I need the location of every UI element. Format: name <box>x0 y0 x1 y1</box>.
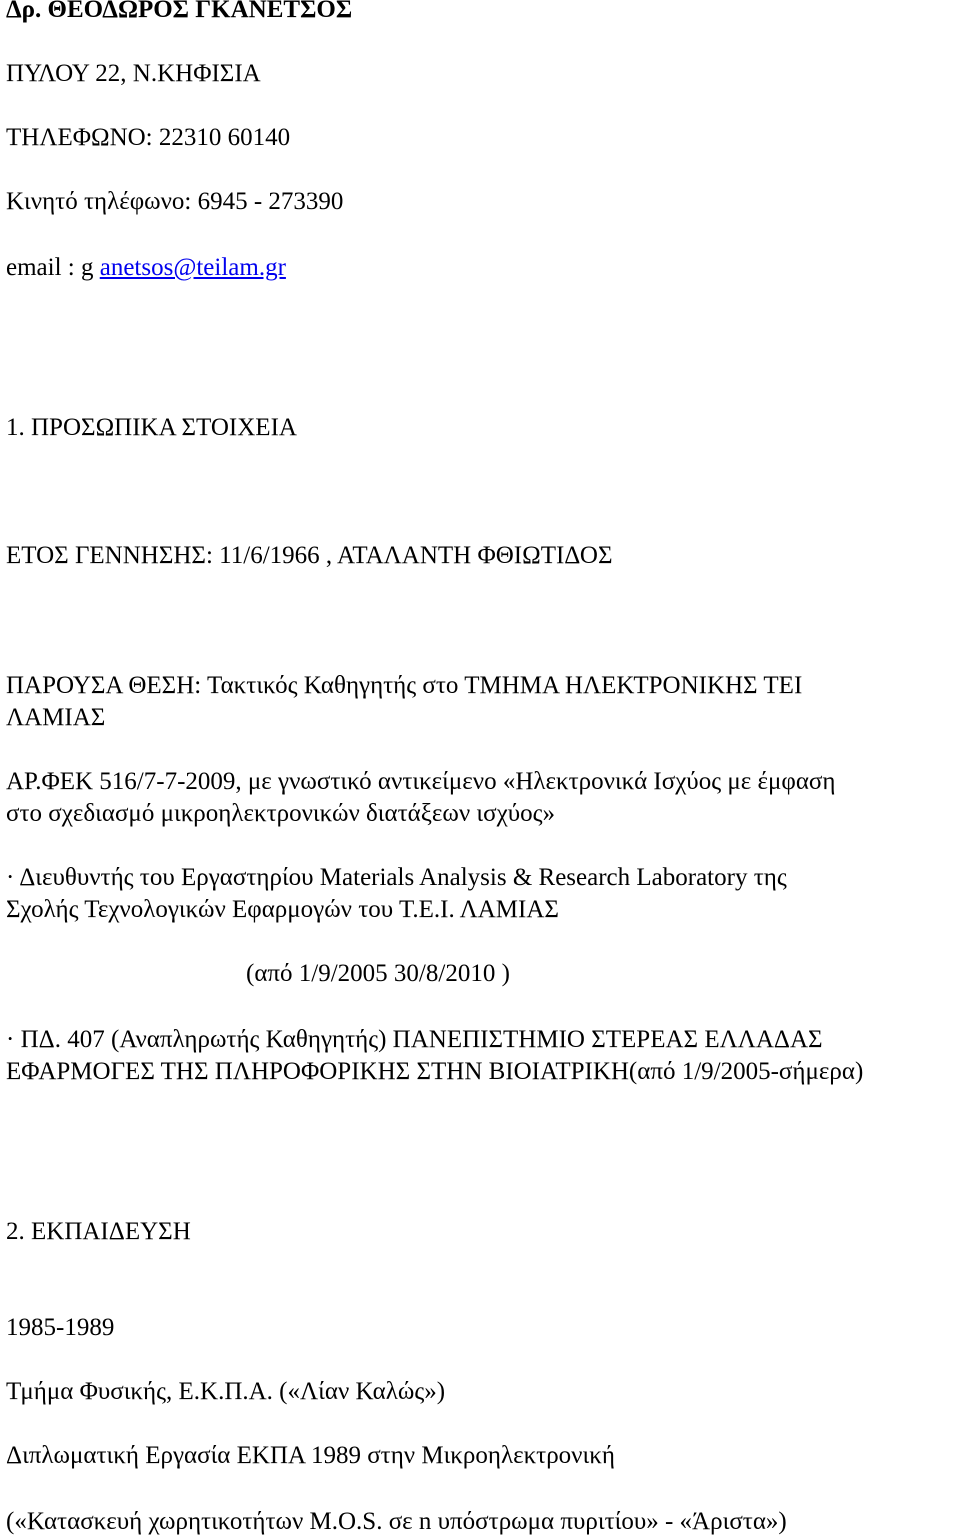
director-line-1: · Διευθυντής του Εργαστηρίου Materials Analysis & Research Laboratory της <box>6 864 787 891</box>
section-1-heading: 1. ΠΡΟΣΩΠΙΚΑ ΣΤΟΙΧΕΙΑ <box>6 414 297 441</box>
fek-line-2: στο σχεδιασμό μικροηλεκτρονικών διατάξεων ισχύος» <box>6 800 555 827</box>
position-line-2: ΛΑΜΙΑΣ <box>6 704 106 731</box>
mobile-line: Κινητό τηλέφωνο: 6945 - 273390 <box>6 188 344 215</box>
education-thesis-title: («Κατασκευή χωρητικοτήτων M.O.S. σε n υπόστρωμα πυριτίου» - «Άριστα») <box>6 1508 787 1535</box>
email-link[interactable]: anetsos@teilam.gr <box>99 254 286 281</box>
director-period: (από 1/9/2005 30/8/2010 ) <box>246 960 510 987</box>
fek-line-1: ΑΡ.ΦΕΚ 516/7-7-2009, με γνωστικό αντικείμενο «Ηλεκτρονικά Ισχύος με έμφαση <box>6 768 836 795</box>
director-line-2: Σχολής Τεχνολογικών Εφαρμογών του Τ.Ε.Ι. ΛΑΜΙΑΣ <box>6 896 559 923</box>
education-years: 1985-1989 <box>6 1314 115 1341</box>
author-name: Δρ. ΘΕΟΔΩΡΟΣ ΓΚΑΝΕΤΣΟΣ <box>6 0 353 23</box>
pd-line-1: · ΠΔ. 407 (Αναπληρωτής Καθηγητής) ΠΑΝΕΠΙΣΤΗΜΙΟ ΣΤΕΡΕΑΣ ΕΛΛΑΔΑΣ <box>6 1026 823 1053</box>
section-2-heading: 2. ΕΚΠΑΙΔΕΥΣΗ <box>6 1218 191 1245</box>
pd-line-2: ΕΦΑΡΜΟΓΕΣ ΤΗΣ ΠΛΗΡΟΦΟΡΙΚΗΣ ΣΤΗΝ ΒΙΟΙΑΤΡΙΚΗ(από 1/9/2005-σήμερα) <box>6 1058 864 1085</box>
education-thesis: Διπλωματική Εργασία ΕΚΠΑ 1989 στην Μικροηλεκτρονική <box>6 1442 615 1469</box>
address-line: ΠΥΛΟΥ 22, Ν.ΚΗΦΙΣΙΑ <box>6 60 261 87</box>
position-line-1: ΠΑΡΟΥΣΑ ΘΕΣΗ: Τακτικός Καθηγητής στο ΤΜΗΜΑ ΗΛΕΚΤΡΟΝΙΚΗΣ ΤΕΙ <box>6 672 803 699</box>
phone-line: ΤΗΛΕΦΩΝΟ: 22310 60140 <box>6 124 291 151</box>
education-degree: Τμήμα Φυσικής, Ε.Κ.Π.Α. («Λίαν Καλώς») <box>6 1378 446 1405</box>
birth-line: ΕΤΟΣ ΓΕΝΝΗΣΗΣ: 11/6/1966 , ΑΤΑΛΑΝΤΗ ΦΘΙΩΤΙΔΟΣ <box>6 542 613 569</box>
email-line <box>6 252 286 284</box>
email-label: email : g <box>6 254 100 281</box>
